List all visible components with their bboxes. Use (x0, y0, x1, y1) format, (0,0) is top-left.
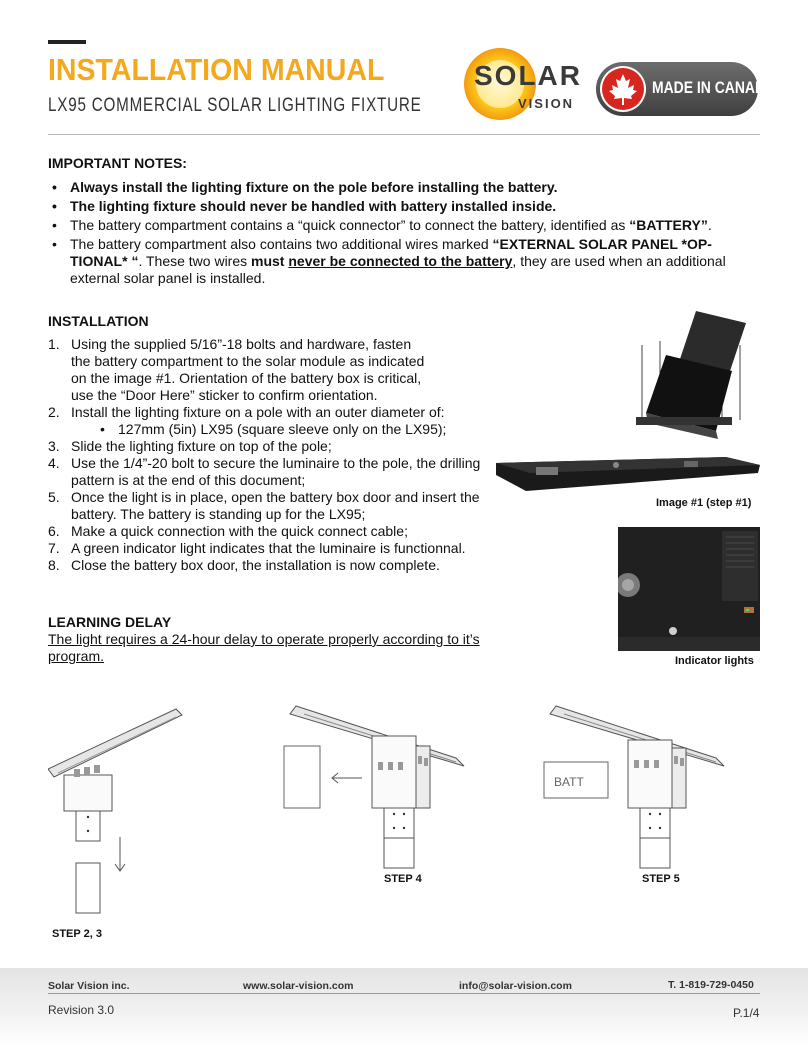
sub-bullet: • (100, 421, 105, 437)
bullet: • (52, 236, 57, 252)
footer-company: Solar Vision inc. (48, 980, 130, 992)
step-item (48, 336, 431, 404)
step-text: Close the battery box door, the installation is now complete. (71, 557, 440, 573)
step-item (48, 438, 498, 455)
step-text: A green indicator light indicates that the luminaire is functionnal. (71, 540, 466, 556)
step-item (48, 489, 498, 523)
installation-steps (48, 336, 498, 574)
note-item (48, 198, 760, 215)
footer-phone: T. 1-819-729-0450 (668, 979, 754, 991)
note-emphasis: “EXTERNAL SOLAR PANEL *OP-TIONAL* “ (70, 236, 712, 269)
step-item (48, 455, 498, 489)
made-in-canada-label: MADE IN CANADA (652, 78, 776, 97)
bullet: • (52, 198, 57, 214)
step-text: Once the light is in place, open the battery box door and insert the battery. The battery is standing up for the LX95; (71, 489, 480, 522)
footer-revision: Revision 3.0 (48, 1003, 115, 1017)
step-text: Use the 1/4”-20 bolt to secure the luminaire to the pole, the drilling pattern is at the end of this document; (71, 455, 481, 488)
footer-email[interactable]: info@solar-vision.com (459, 980, 572, 992)
step-item (48, 540, 498, 557)
step23-drawing (48, 695, 188, 915)
step-number: 6. (48, 523, 60, 539)
step-number: 7. (48, 540, 60, 556)
footer-website[interactable]: www.solar-vision.com (243, 980, 354, 992)
notes-list (48, 179, 760, 289)
note-text: The lighting fixture should never be handled with battery installed inside. (70, 198, 557, 214)
note-text: Always install the lighting fixture on the pole before installing the battery. (70, 179, 558, 195)
page-title: INSTALLATION MANUAL (48, 52, 385, 87)
step-item (48, 557, 498, 574)
step-text: Make a quick connection with the quick connect cable; (71, 523, 408, 539)
footer-page-number: P.1/4 (733, 1006, 760, 1020)
image1-caption: Image #1 (step #1) (656, 497, 752, 509)
step-number: 5. (48, 489, 60, 505)
note-text: . These two wires (138, 253, 252, 269)
note-text: , they are used when an additional external solar panel is installed. (70, 253, 726, 286)
note-text: The battery compartment contains a “quick connector” to connect the battery, identified as (70, 217, 630, 233)
batt-label: BATT (554, 775, 584, 789)
step-text: Using the supplied 5/16”-18 bolts and hardware, fasten the battery compartment to the solar module as indicated on the image #1. Orientation of the battery box is critical, use the “Door Here” sticker to confirm orientation. (71, 336, 425, 403)
page-subtitle: LX95 COMMERCIAL SOLAR LIGHTING FIXTURE (48, 95, 422, 116)
step5-drawing (540, 700, 736, 870)
note-text: . (707, 217, 712, 233)
logo-word-vision: VISION (518, 96, 575, 111)
indicator-caption: Indicator lights (675, 655, 754, 667)
note-item (48, 236, 760, 287)
logo-word-solar: SOLAR (474, 60, 582, 91)
step4-caption: STEP 4 (384, 873, 422, 885)
sub-text: 127mm (5in) LX95 (square sleeve only on the LX95); (118, 421, 447, 437)
header-divider (48, 134, 760, 135)
step-subitem (48, 421, 498, 438)
image-indicator-lights (618, 527, 760, 651)
note-warning: never be connected to the battery (288, 253, 513, 269)
step-number: 8. (48, 557, 60, 573)
solar-vision-logo (460, 46, 588, 122)
notes-heading: IMPORTANT NOTES: (48, 155, 187, 171)
note-text: The battery compartment also contains two additional wires marked (70, 236, 493, 252)
bullet: • (52, 217, 57, 233)
footer-divider (48, 993, 760, 994)
installation-heading: INSTALLATION (48, 313, 149, 329)
learning-heading: LEARNING DELAY (48, 614, 172, 630)
step23-caption: STEP 2, 3 (52, 928, 102, 940)
note-item (48, 217, 760, 234)
step-number: 1. (48, 336, 60, 352)
step-number: 4. (48, 455, 60, 471)
made-in-canada-badge (596, 62, 776, 116)
image-exploded-fixture (496, 305, 760, 493)
header-accent-bar (48, 40, 86, 44)
canada-flag-icon (600, 66, 646, 112)
step-text: Slide the lighting fixture on top of the pole; (71, 438, 332, 454)
step-number: 3. (48, 438, 60, 454)
step-item (48, 404, 498, 421)
step-text: Install the lighting fixture on a pole with an outer diameter of: (71, 404, 445, 420)
step-number: 2. (48, 404, 60, 420)
note-item (48, 179, 760, 196)
step-item (48, 523, 498, 540)
step4-drawing (280, 700, 476, 870)
learning-text: The light requires a 24-hour delay to operate properly according to it’s program. (48, 631, 480, 664)
note-emphasis: must (251, 253, 285, 269)
step5-caption: STEP 5 (642, 873, 680, 885)
note-emphasis: “BATTERY” (629, 217, 708, 233)
bullet: • (52, 179, 57, 195)
